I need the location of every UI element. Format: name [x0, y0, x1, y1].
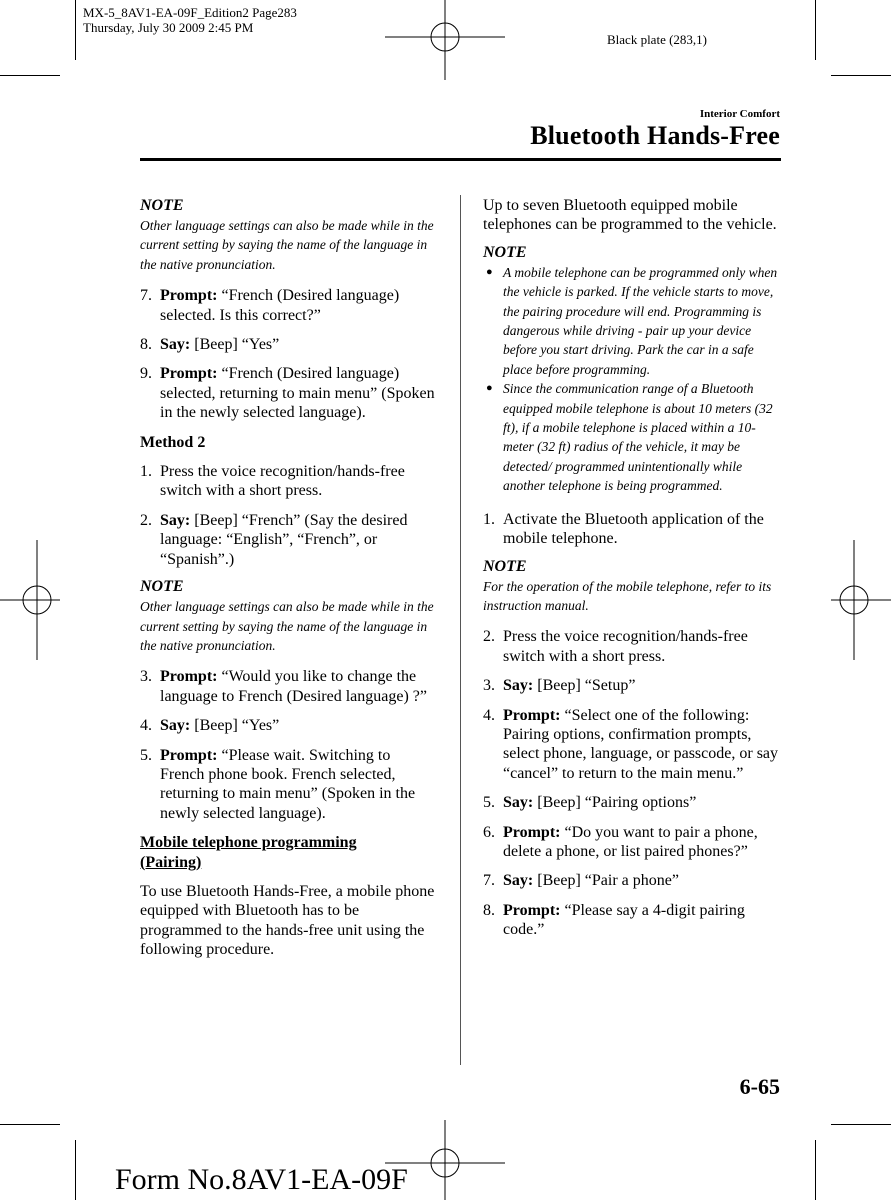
- left-column: [140, 196, 438, 960]
- list-item: 2. Press the voice recognition/hands-free switch with a short press.: [483, 628, 748, 665]
- list-item: 4. Say: [Beep] “Yes”: [140, 717, 280, 735]
- note-block: [140, 196, 438, 274]
- list-item: 8. Prompt: “Please say a 4-digit pairing code.”: [483, 901, 745, 939]
- registration-mark-top: [385, 0, 505, 80]
- list-item: 7. Prompt: “French (Desired language) selected. Is this correct?”: [140, 287, 400, 324]
- subsection-heading: Mobile telephone programming (Pairing): [140, 834, 357, 871]
- list-item: 1. Activate the Bluetooth application of the mobile telephone.: [483, 510, 764, 548]
- page-title: Bluetooth Hands-Free: [530, 121, 780, 150]
- note-block: [140, 577, 438, 655]
- note-heading: NOTE: [483, 243, 527, 261]
- bullet-icon: ●: [486, 265, 493, 278]
- note-heading: NOTE: [140, 197, 184, 214]
- file-date: Thursday, July 30 2009 2:45 PM: [83, 20, 254, 35]
- list-item: 2. Say: [Beep] “French” (Say the desired language: “English”, “French”, or “Spanish”.): [140, 511, 408, 568]
- registration-mark-right: [831, 540, 891, 660]
- crop-mark: [815, 1140, 816, 1200]
- list-item: 5. Prompt: “Please wait. Switching to French phone book. French selected, returning to main menu” (Spoken in the newly selected language).: [140, 746, 416, 822]
- title-rule: [140, 158, 781, 161]
- list-item: 8. Say: [Beep] “Yes”: [140, 336, 280, 354]
- bullet-icon: ●: [486, 382, 493, 395]
- note-block: [483, 557, 781, 616]
- note-bullet: ● A mobile telephone can be programmed only when the vehicle is parked. If the vehicle starts to move, the pairing procedure will end. Programming is dangerous while driving - pair up your device before you start driving. Park the car in a safe place before programming.: [483, 263, 781, 379]
- crop-mark: [75, 0, 76, 60]
- note-text: Other language settings can also be made while in the current setting by saying the name of the language in the native pronunciation.: [140, 599, 434, 653]
- note-block: [483, 243, 781, 496]
- right-column: [483, 196, 781, 940]
- section-label: Interior Comfort: [699, 108, 780, 120]
- note-heading: NOTE: [140, 578, 184, 596]
- list-item: 4. Prompt: “Select one of the following: Pairing options, confirmation prompts, select phone, language, or passcode, or say “cancel” to return to the main menu.”: [483, 706, 779, 782]
- crop-mark: [75, 1140, 76, 1200]
- form-number: Form No.8AV1-EA-09F: [115, 1163, 408, 1196]
- list-item: 1. Press the voice recognition/hands-free switch with a short press.: [140, 463, 405, 500]
- page-number: 6-65: [739, 1074, 780, 1099]
- intro-paragraph: Up to seven Bluetooth equipped mobile telephones can be programmed to the vehicle.: [483, 197, 777, 234]
- plate-label: Black plate (283,1): [607, 32, 707, 47]
- file-info: [83, 5, 297, 35]
- crop-mark: [0, 1124, 60, 1125]
- list-item: 7. Say: [Beep] “Pair a phone”: [483, 872, 679, 890]
- crop-mark: [815, 0, 816, 60]
- column-divider: [460, 195, 461, 1065]
- file-name: MX-5_8AV1-EA-09F_Edition2 Page283: [83, 5, 297, 20]
- note-text: For the operation of the mobile telephone, refer to its instruction manual.: [483, 578, 772, 613]
- note-heading: NOTE: [483, 557, 527, 575]
- body-paragraph: To use Bluetooth Hands-Free, a mobile phone equipped with Bluetooth has to be programmed to the hands-free unit using the following procedure.: [140, 882, 435, 959]
- method-heading: Method 2: [140, 433, 206, 451]
- crop-mark: [831, 1124, 891, 1125]
- crop-mark: [831, 75, 891, 76]
- list-item: 3. Prompt: “Would you like to change the language to French (Desired language) ?”: [140, 668, 427, 705]
- list-item: 3. Say: [Beep] “Setup”: [483, 677, 636, 695]
- registration-mark-left: [0, 540, 60, 660]
- crop-mark: [0, 75, 60, 76]
- list-item: 5. Say: [Beep] “Pairing options”: [483, 794, 697, 812]
- note-bullet: ● Since the communication range of a Bluetooth equipped mobile telephone is about 10 meters (32 ft), if a mobile telephone is placed within a 10-meter (32 ft) radius of the vehicle, it may be detected/ programmed unintentionally while another telephone is being programmed.: [483, 379, 781, 495]
- note-text: Other language settings can also be made while in the current setting by saying the name of the language in the native pronunciation.: [140, 218, 434, 272]
- list-item: 6. Prompt: “Do you want to pair a phone, delete a phone, or list paired phones?”: [483, 823, 758, 860]
- list-item: 9. Prompt: “French (Desired language) selected, returning to main menu” (Spoken in the newly selected language).: [140, 365, 435, 422]
